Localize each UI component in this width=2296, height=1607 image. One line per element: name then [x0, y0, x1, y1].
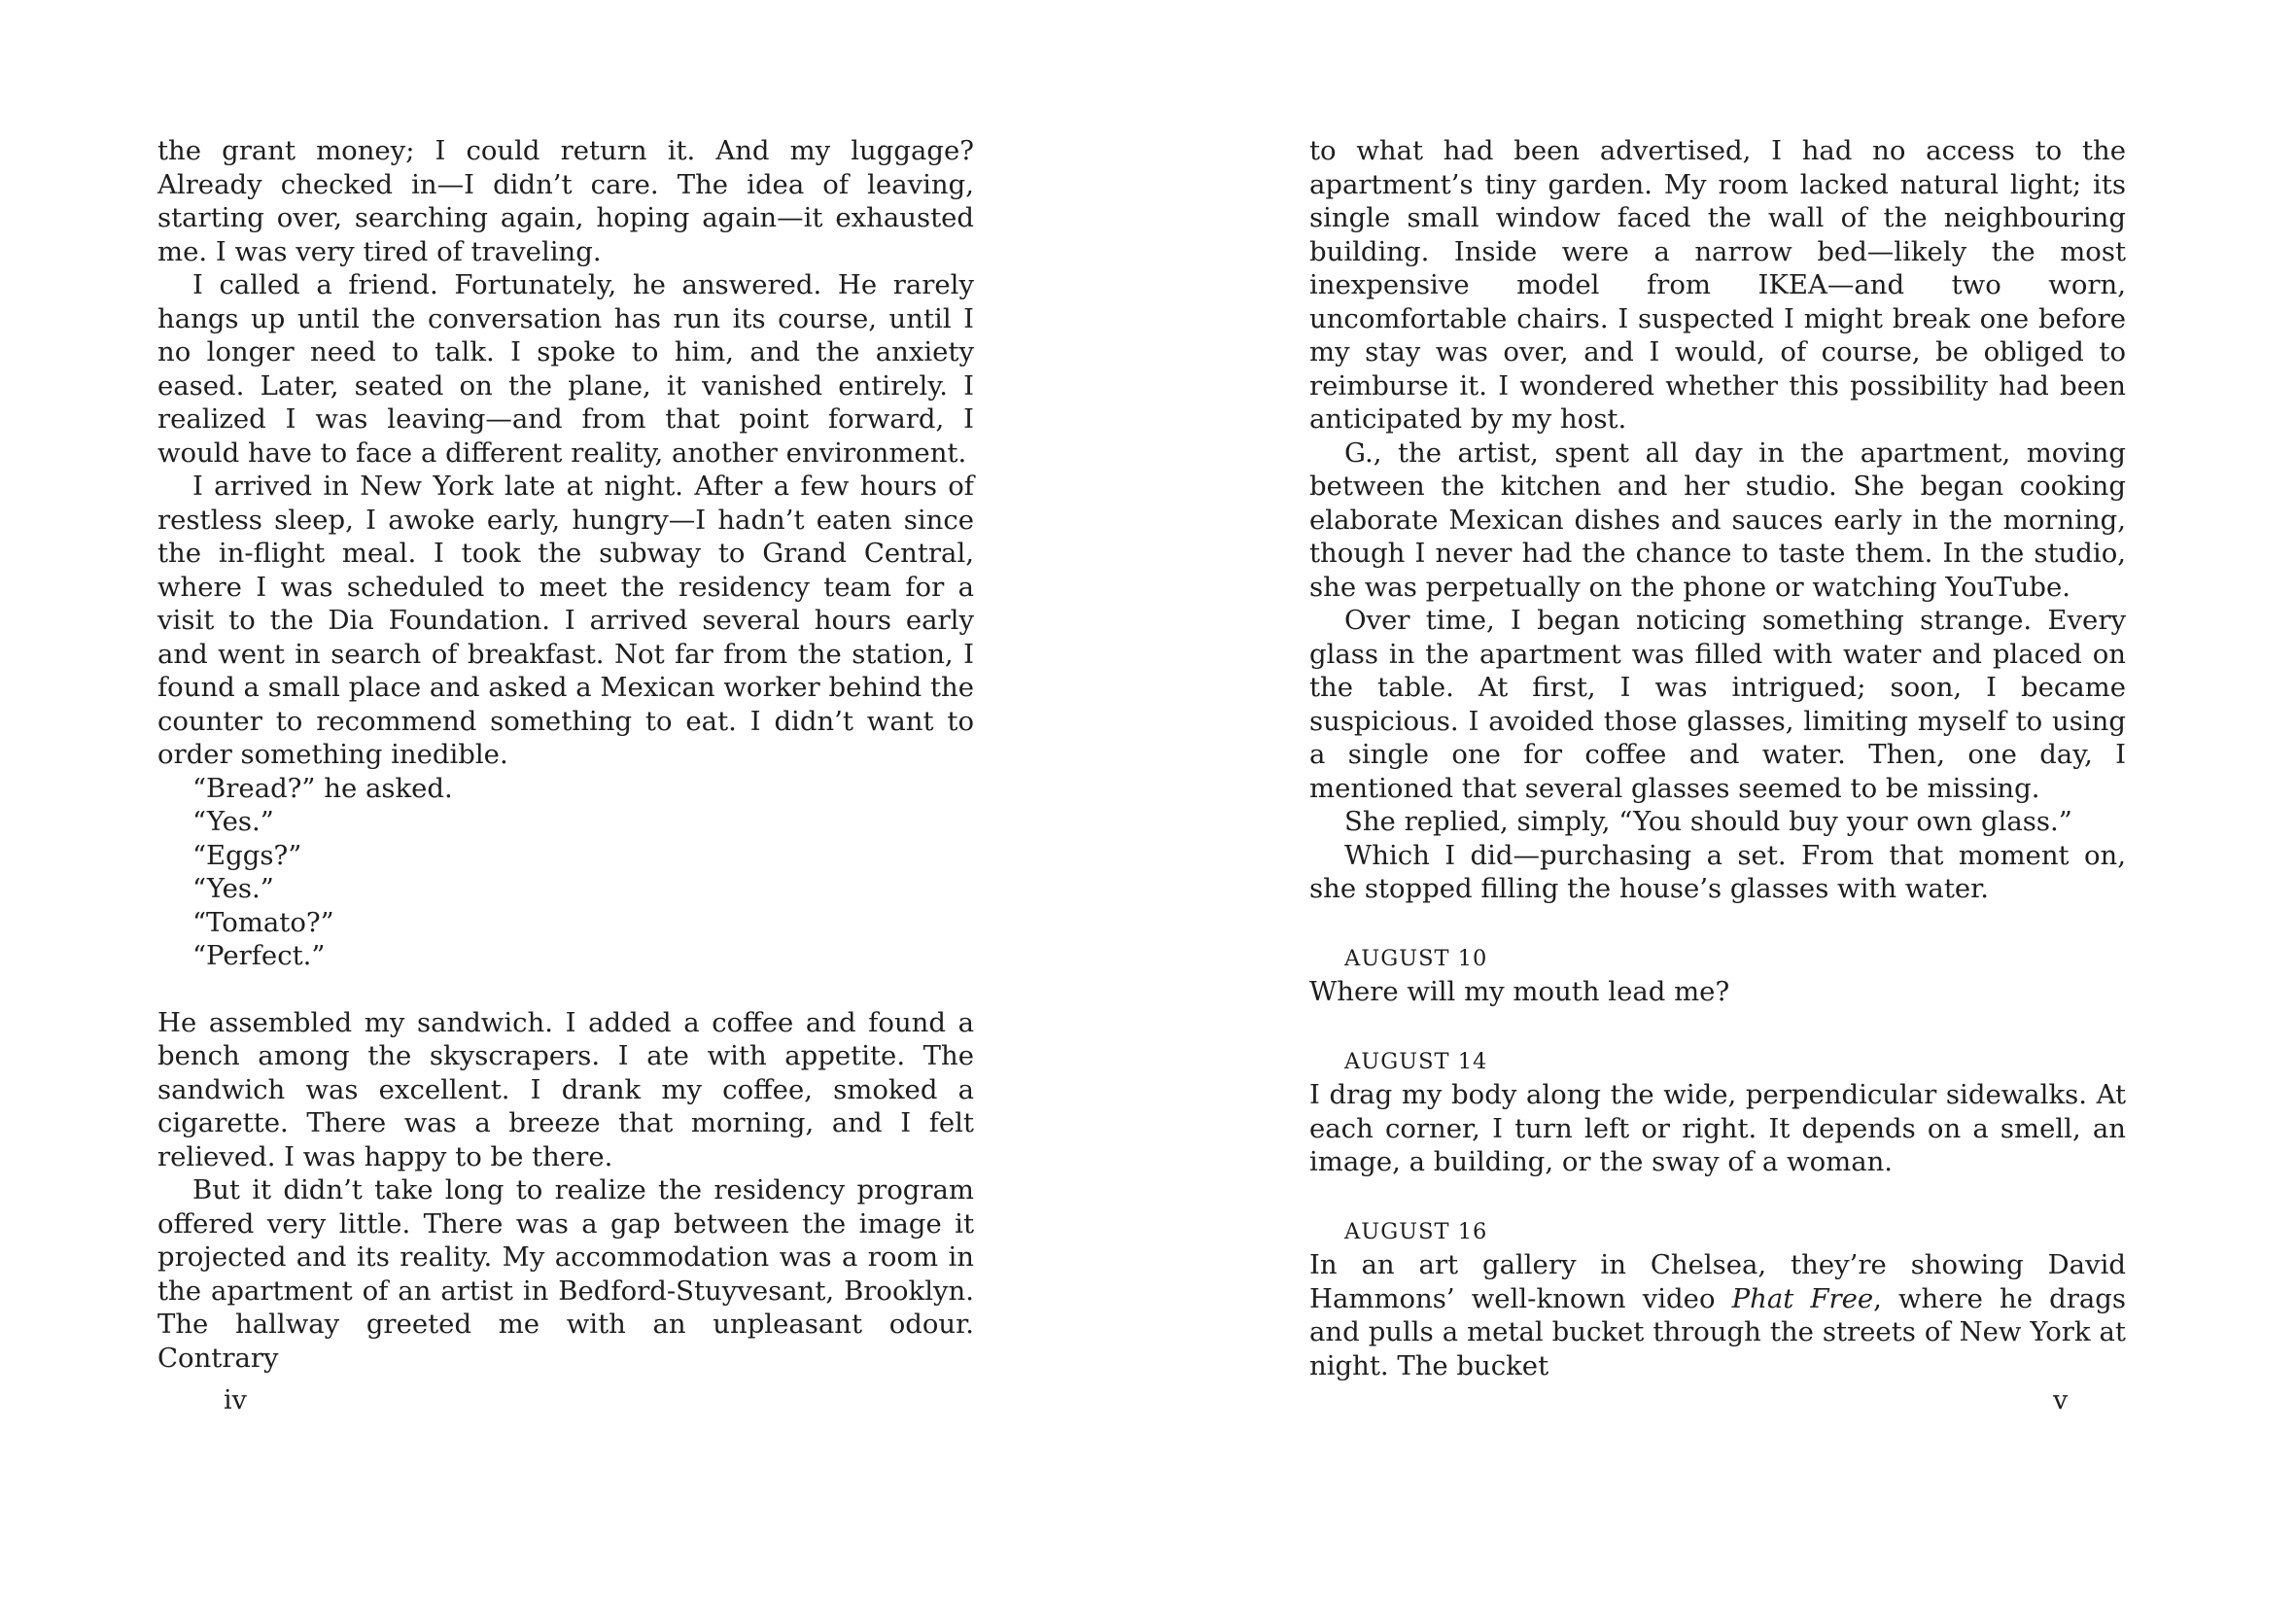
dialogue-line: “Perfect.”: [192, 940, 326, 971]
paragraph: Over time, I began noticing something strange. Every glass in the apartment was filled with water and placed on the table. At first, I was intrigued; soon, I became suspicious. I avoided those glasses, limiting myself to using a single one for coffee and water. Then, one day, I mentioned that several glasses seemed to be missing.: [1309, 605, 2126, 804]
paragraph: G., the artist, spent all day in the apartment, moving between the kitchen and her studio. She began cooking elaborate Mexican dishes and sauces early in the morning, though I never had the chance to taste them. In the studio, she was perpetually on the phone or watching YouTube.: [1309, 437, 2126, 603]
dialogue-line: “Yes.”: [192, 873, 274, 904]
paragraph: But it didn’t take long to realize the residency program offered very little. There was a gap between the image it projected and its reality. My accommodation was a room in the apartment of an artist in Bedford-Stuyvesant, Brooklyn. The hallway greeted me with an unpleasant odour. Contrary: [157, 1174, 974, 1374]
dialogue-line: “Yes.”: [192, 806, 274, 837]
paragraph: I arrived in New York late at night. After a few hours of restless sleep, I awoke early, hungry—I hadn’t eaten since the in-flight meal. I took the subway to Grand Central, where I was scheduled to meet the residency team for a visit to the Dia Foundation. I arrived several hours early and went in search of breakfast. Not far from the station, I found a small place and asked a Mexican worker behind the counter to recommend something to eat. I didn’t want to order something inedible.: [157, 471, 974, 770]
diary-entry-date: AUGUST 10: [1344, 945, 1488, 971]
entry-text-segment: , where he drags and pulls a metal bucket through the streets of New York at night. The bucket: [1309, 1282, 2126, 1381]
paragraph: the grant money; I could return it. And my luggage? Already checked in—I didn’t care. The idea of leaving, starting over, searching again, hoping again—it exhausted me. I was very tired of traveling.: [157, 135, 974, 267]
paragraph: Which I did—purchasing a set. From that moment on, she stopped filling the house’s glasses with water.: [1309, 839, 2126, 904]
paragraph: to what had been advertised, I had no access to the apartment’s tiny garden. My room lacked natural light; its single small window faced the wall of the neighbouring building. Inside were a narrow bed—likely the most inexpensive model from IKEA—and two worn, uncomfortable chairs. I suspected I might break one before my stay was over, and I would, of course, be obliged to reimburse it. I wondered whether this possibility had been anticipated by my host.: [1309, 135, 2126, 435]
left-page-text-block: [157, 134, 974, 1375]
page-number-left: iv: [224, 1385, 247, 1415]
diary-entry-body: Where will my mouth lead me?: [1309, 976, 1730, 1007]
diary-entry-date: AUGUST 16: [1344, 1218, 1488, 1244]
dialogue-line: “Tomato?”: [192, 906, 334, 938]
italic-video-title: Phat Free: [1731, 1282, 1874, 1314]
diary-entry: [1309, 1215, 2126, 1383]
diary-entry-date: AUGUST 14: [1344, 1048, 1488, 1074]
diary-entry: [1309, 942, 2126, 1009]
diary-entry-body: I drag my body along the wide, perpendicular sidewalks. At each corner, I turn left or right. It depends on a smell, an image, a building, or the sway of a woman.: [1309, 1079, 2126, 1177]
right-page-text-block: [1309, 134, 2126, 1382]
entry-text-segment: In an art gallery in Chelsea, they’re showing David Hammons’ well-known video: [1309, 1249, 2126, 1314]
diary-entry: [1309, 1045, 2126, 1179]
dialogue-line: She replied, simply, “You should buy your own glass.”: [1344, 806, 2072, 837]
paragraph: I called a friend. Fortunately, he answered. He rarely hangs up until the conversation has run its course, until I no longer need to talk. I spoke to him, and the anxiety eased. Later, seated on the plane, it vanished entirely. I realized I was leaving—and from that point forward, I would have to face a different reality, another environment.: [157, 269, 974, 469]
dialogue-line: “Bread?” he asked.: [192, 772, 453, 804]
diary-entry-body: [1309, 1248, 2126, 1382]
dialogue-line: “Eggs?”: [192, 839, 302, 871]
paragraph: He assembled my sandwich. I added a coffee and found a bench among the skyscrapers. I ate with appetite. The sandwich was excellent. I drank my coffee, smoked a cigarette. There was a breeze that morning, and I felt relieved. I was happy to be there.: [157, 1006, 974, 1172]
page-number-right: v: [2053, 1385, 2069, 1415]
